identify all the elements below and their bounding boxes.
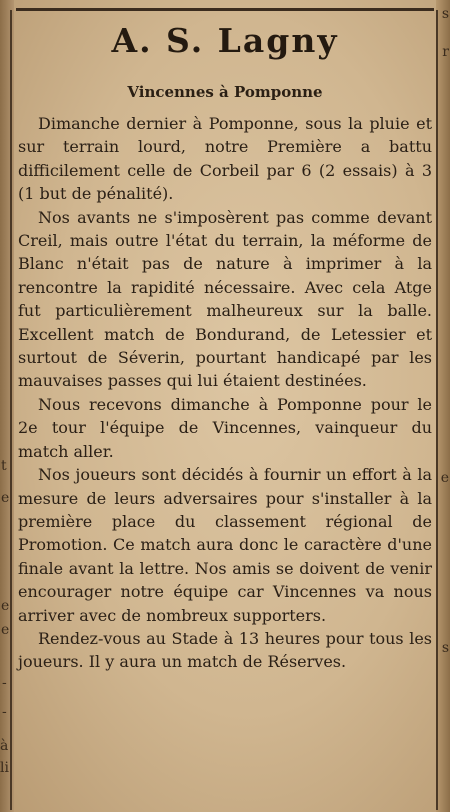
article-title: A. S. Lagny — [111, 21, 339, 60]
article — [18, 18, 432, 674]
article-body — [18, 112, 432, 674]
left-margin-fragment: t — [1, 458, 7, 474]
left-margin-fragment: li — [0, 760, 9, 776]
right-margin-fragment: s — [441, 640, 449, 656]
right-margin-fragment: r — [442, 44, 449, 60]
left-margin-fragment: e — [1, 622, 10, 638]
left-margin-fragment: e — [1, 598, 10, 614]
left-column-rule — [10, 10, 12, 810]
article-paragraph: Nous recevons dimanche à Pomponne pour le 2e tour l'équipe de Vincennes, vainqueur du match aller. — [18, 394, 432, 461]
left-margin-fragment: - — [2, 704, 7, 720]
left-margin-fragment: à — [0, 738, 9, 754]
top-rule — [16, 8, 434, 11]
article-paragraph: Nos avants ne s'imposèrent pas comme devant Creil, mais outre l'état du terrain, la méforme de Blanc n'était pas de nature à imprimer à la rencontre la rapidité nécessaire. Avec cela Atge fut particulièrement malheureux sur la balle. Excellent match de Bondurand, de Letessier et surtout de Séverin, pourtant handicapé par les mauvaises passes qui lui étaient destinées. — [18, 207, 432, 391]
right-margin-fragment: e — [440, 470, 449, 486]
article-paragraph: Nos joueurs sont décidés à fournir un effort à la mesure de leurs adversaires pour s'installer à la première place du classement régional de Promotion. Ce match aura donc le caractère d'une finale avant la lettre. Nos amis se doivent de venir encourager notre équipe car Vincennes va nous arriver avec de nombreux supporters. — [18, 465, 432, 625]
right-column-edge — [436, 0, 450, 812]
right-margin-fragment: s — [441, 6, 449, 22]
article-subtitle: Vincennes à Pomponne — [127, 83, 323, 101]
right-column-rule — [436, 10, 438, 810]
left-margin-fragment: - — [2, 675, 7, 691]
article-paragraph: Rendez-vous au Stade à 13 heures pour tous les joueurs. Il y aura un match de Réserves. — [18, 628, 432, 672]
article-paragraph: Dimanche dernier à Pomponne, sous la pluie et sur terrain lourd, notre Première a battu difficilement celle de Corbeil par 6 (2 essais) à 3 (1 but de pénalité). — [18, 114, 432, 204]
left-margin-fragment: e — [1, 490, 10, 506]
